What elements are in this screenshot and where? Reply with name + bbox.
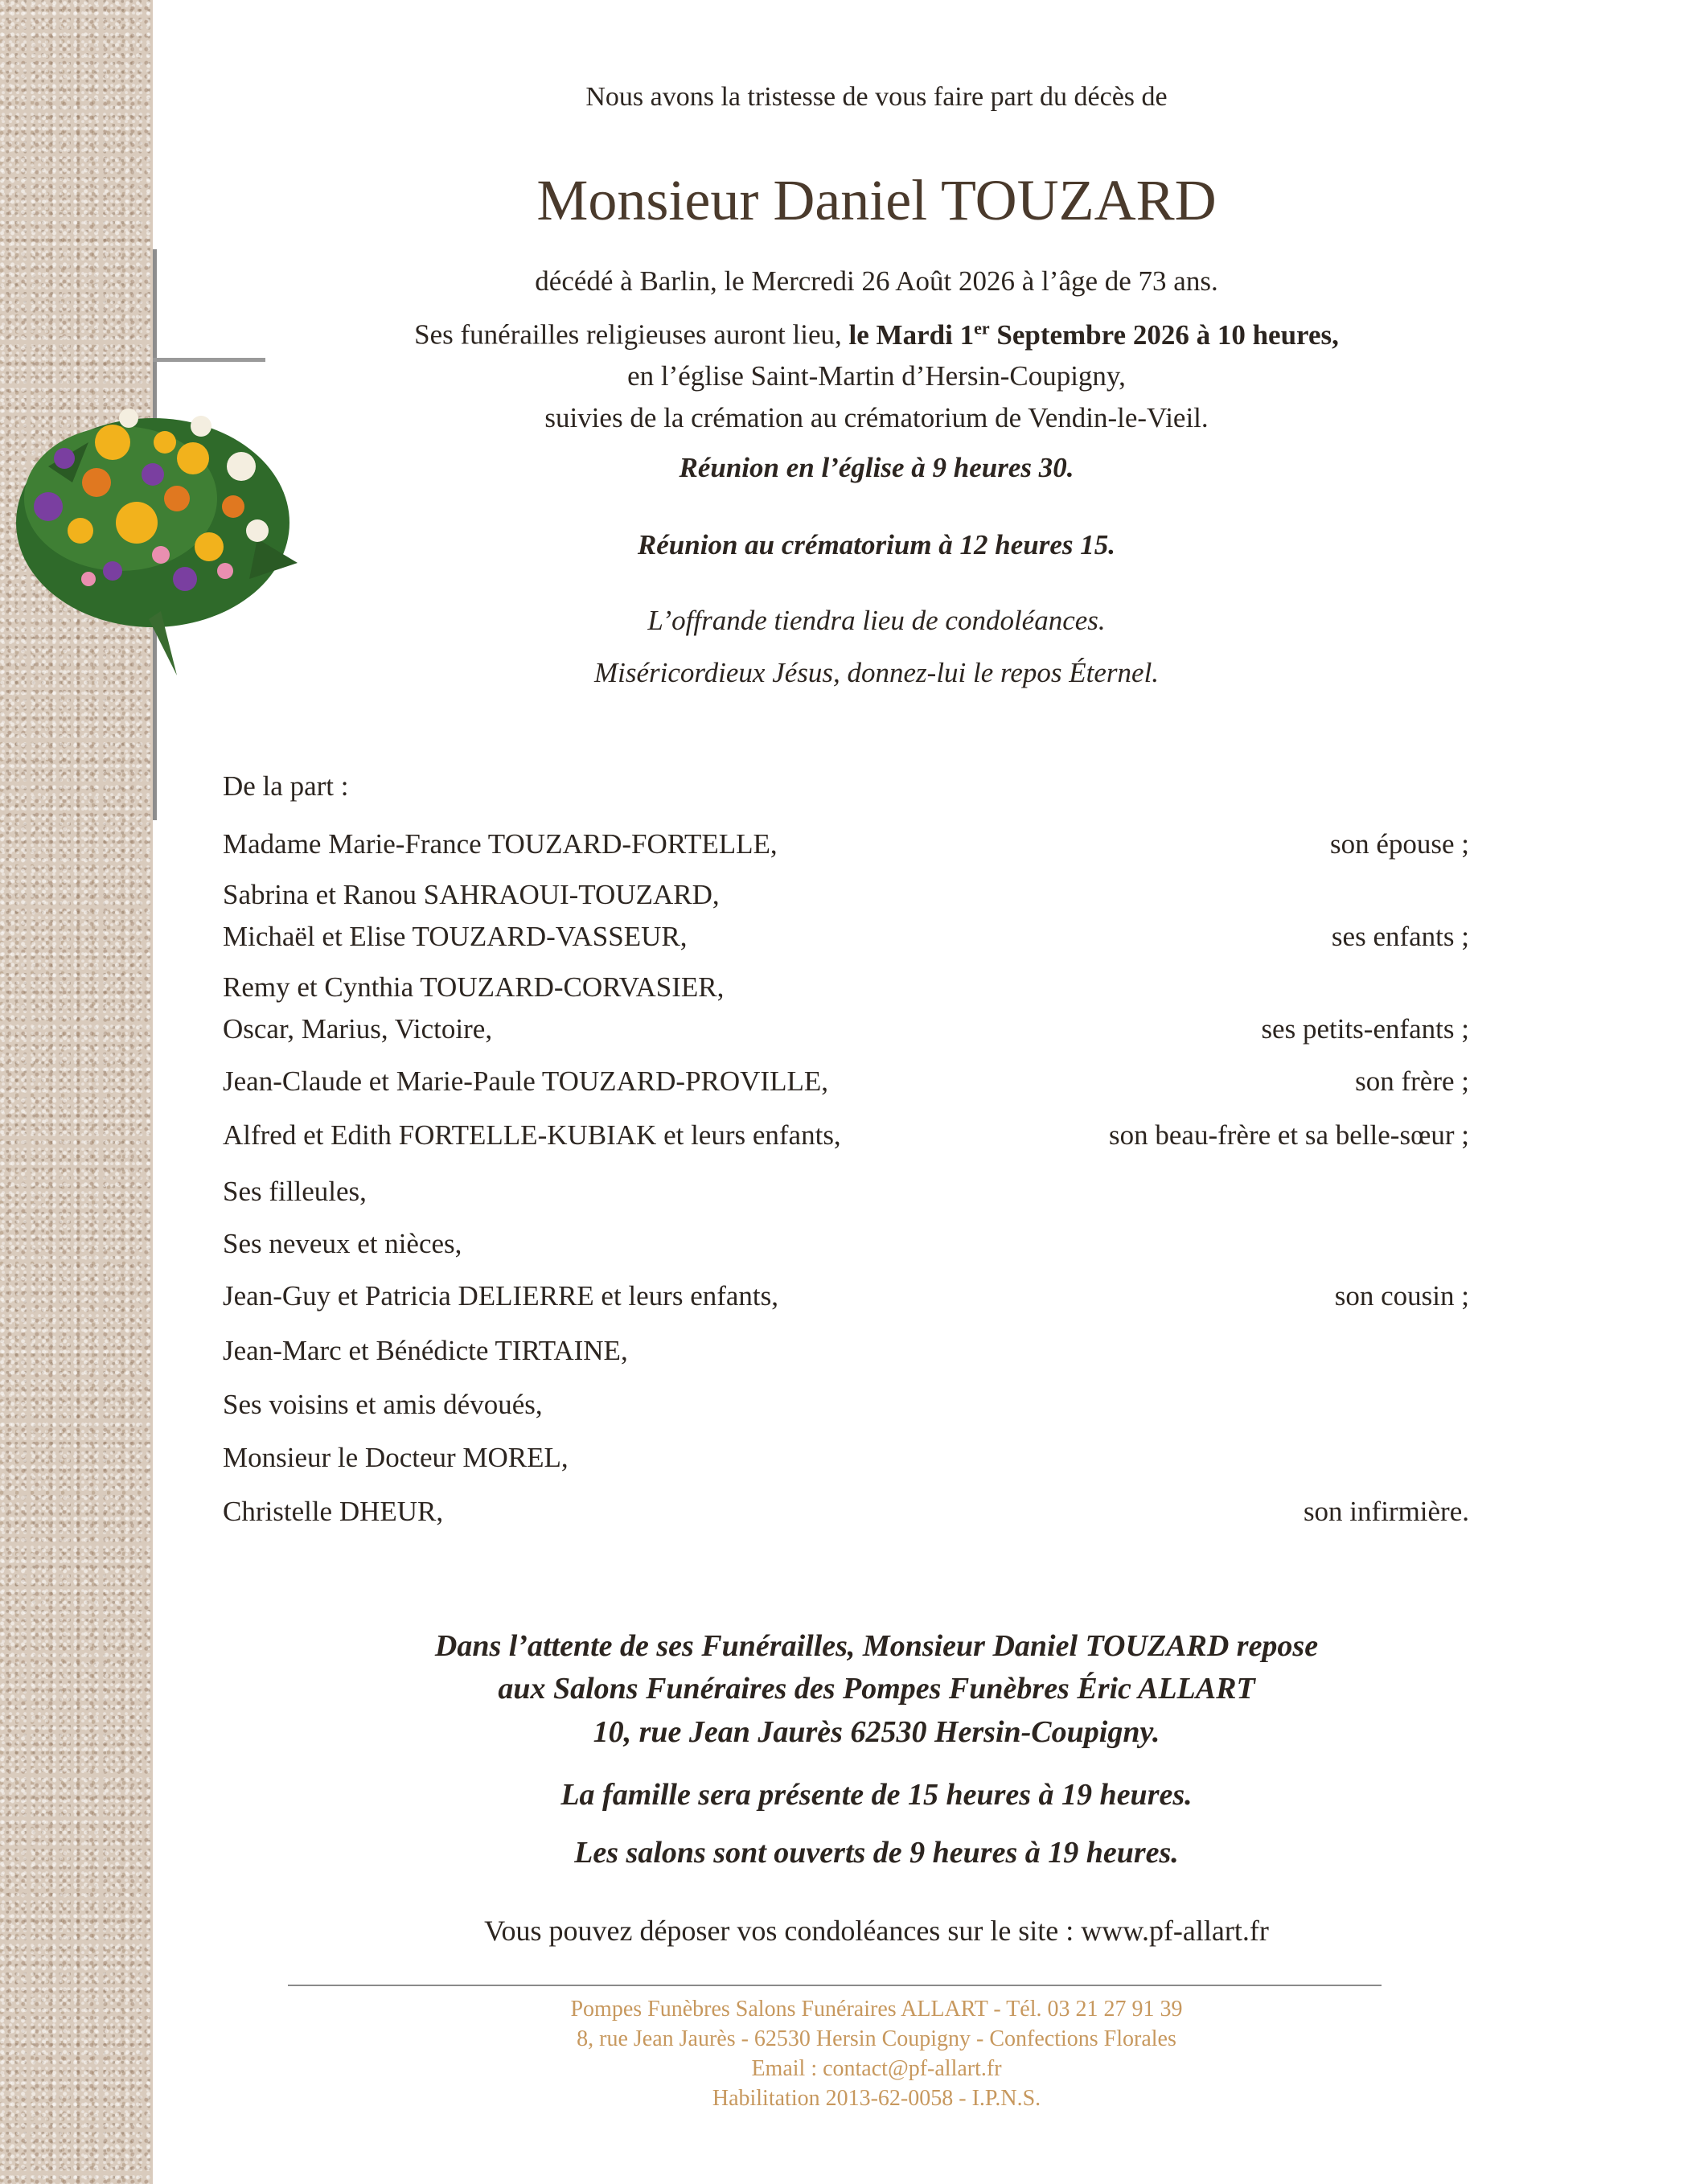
family-present: La famille sera présente de 15 heures à 19 heures. — [560, 1778, 1193, 1812]
rest-line-3: 10, rue Jean Jaurès 62530 Hersin-Coupigny. — [593, 1715, 1160, 1749]
prayer-text: Miséricordieux Jésus, donnez-lui le repos Éternel. — [593, 657, 1160, 688]
offering-text: L’offrande tiendra lieu de condoléances. — [647, 605, 1106, 636]
footer-line-1: Pompes Funèbres Salons Funéraires ALLART - Tél. 03 21 27 91 39 — [570, 1997, 1183, 2022]
marble-border — [0, 0, 153, 2184]
funeral-date-a: le Mardi 1 — [848, 318, 975, 351]
footer-divider — [288, 1985, 1382, 1986]
reunion-church: Réunion en l’église à 9 heures 30. — [679, 452, 1074, 483]
funeral-line-3: suivies de la crémation au crématorium de Vendin-le-Vieil. — [544, 402, 1209, 433]
footer-line-2: 8, rue Jean Jaurès - 62530 Hersin Coupigny - Confections Florales — [577, 2026, 1176, 2051]
reunion-crematorium: Réunion au crématorium à 12 heures 15. — [637, 529, 1116, 560]
condolences-text: Vous pouvez déposer vos condoléances sur le site : www.pf-allart.fr — [484, 1915, 1269, 1947]
funeral-date-b: Septembre 2026 à 10 heures, — [989, 318, 1339, 351]
deceased-name: Monsieur Daniel TOUZARD — [536, 168, 1217, 232]
intro-text: Nous avons la tristesse de vous faire part du décès de — [585, 82, 1168, 112]
footer-line-3: Email : contact@pf-allart.fr — [751, 2056, 1002, 2081]
rest-line-2: aux Salons Funéraires des Pompes Funèbres Éric ALLART — [498, 1672, 1255, 1706]
footer-line-4: Habilitation 2013-62-0058 - I.P.N.S. — [712, 2086, 1041, 2111]
funeral-line-2: en l’église Saint-Martin d’Hersin-Coupigny, — [627, 360, 1126, 392]
rest-line-1: Dans l’attente de ses Funérailles, Monsieur Daniel TOUZARD repose — [434, 1629, 1319, 1663]
funeral-line-1 — [209, 318, 1544, 351]
salons-open: Les salons sont ouverts de 9 heures à 19 heures. — [574, 1836, 1179, 1870]
funeral-prefix: Ses funérailles religieuses auront lieu, — [414, 318, 849, 351]
funeral-date-sup: er — [974, 318, 990, 338]
death-line: décédé à Barlin, le Mercredi 26 Août 2026 à l’âge de 73 ans. — [535, 265, 1218, 297]
